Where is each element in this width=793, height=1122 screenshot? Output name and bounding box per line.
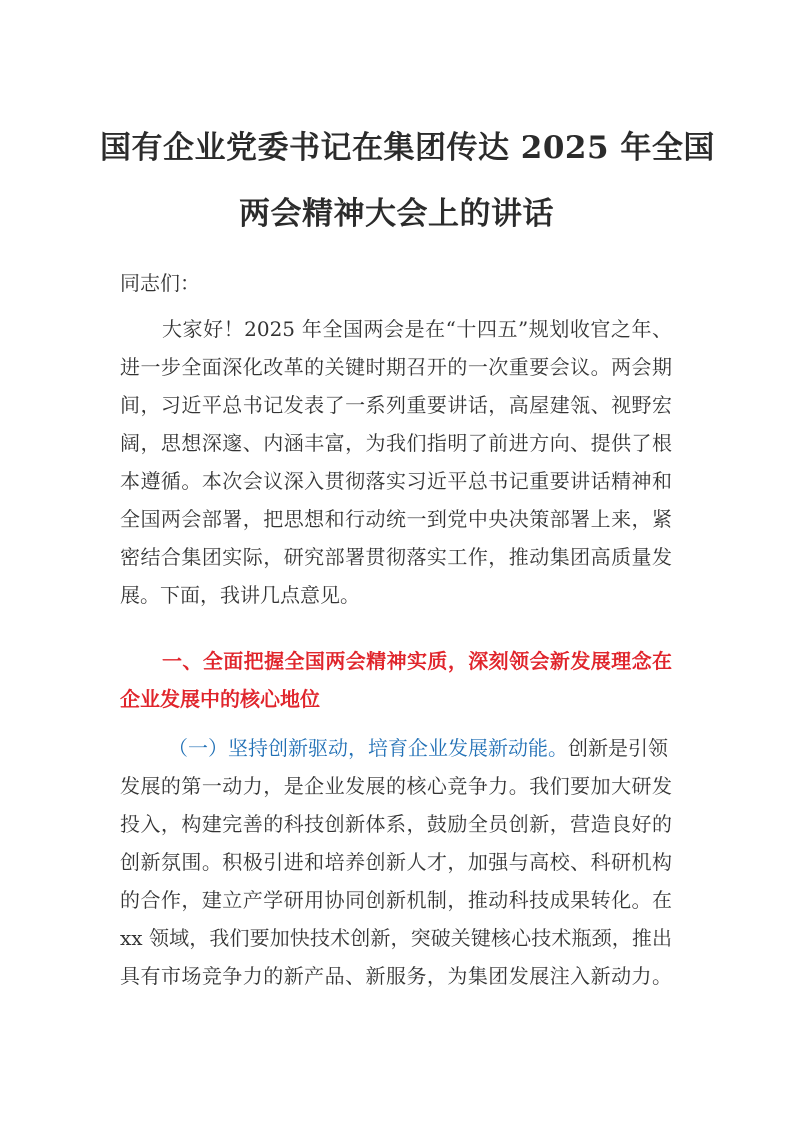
- salutation: 同志们：: [120, 271, 200, 295]
- intro-line-1: 大家好！2025 年全国两会是在“十四五”规划收官之年、: [162, 317, 672, 341]
- intro-line-5: 本遵循。本次会议深入贯彻落实习近平总书记重要讲话精神和: [120, 469, 672, 493]
- subsection-1-first-rest: 创新是引领: [568, 736, 668, 760]
- subsection-1-title: （一）坚持创新驱动，培育企业发展新动能。: [168, 736, 568, 760]
- subsection-1-line-4: 创新氛围。积极引进和培养创新人才，加强与高校、科研机构: [120, 850, 672, 874]
- subsection-1-line-3: 投入，构建完善的科技创新体系，鼓励全员创新，营造良好的: [120, 812, 672, 836]
- subsection-1-line-7: 具有市场竞争力的新产品、新服务，为集团发展注入新动力。: [120, 964, 672, 988]
- intro-line-6: 全国两会部署，把思想和行动统一到党中央决策部署上来，紧: [120, 507, 672, 531]
- intro-line-4: 阔，思想深邃、内涵丰富，为我们指明了前进方向、提供了根: [120, 431, 672, 455]
- intro-line-7: 密结合集团实际，研究部署贯彻落实工作，推动集团高质量发: [120, 545, 672, 569]
- document-title-line-2: 两会精神大会上的讲话: [239, 196, 554, 232]
- section-1-heading-line-2: 企业发展中的核心地位: [120, 687, 320, 711]
- subsection-1-first-line: [168, 733, 668, 763]
- section-1-heading-line-1: 一、全面把握全国两会精神实质，深刻领会新发展理念在: [162, 649, 672, 673]
- document-title-line-1: 国有企业党委书记在集团传达 2025 年全国: [100, 130, 715, 166]
- intro-line-8: 展。下面，我讲几点意见。: [120, 583, 360, 607]
- intro-line-3: 间，习近平总书记发表了一系列重要讲话，高屋建瓴、视野宏: [120, 393, 672, 417]
- subsection-1-line-6: xx 领域，我们要加快技术创新，突破关键核心技术瓶颈，推出: [120, 926, 672, 950]
- subsection-1-line-2: 发展的第一动力，是企业发展的核心竞争力。我们要加大研发: [120, 774, 672, 798]
- subsection-1-line-5: 的合作，建立产学研用协同创新机制，推动科技成果转化。在: [120, 888, 672, 912]
- intro-line-2: 进一步全面深化改革的关键时期召开的一次重要会议。两会期: [120, 355, 672, 379]
